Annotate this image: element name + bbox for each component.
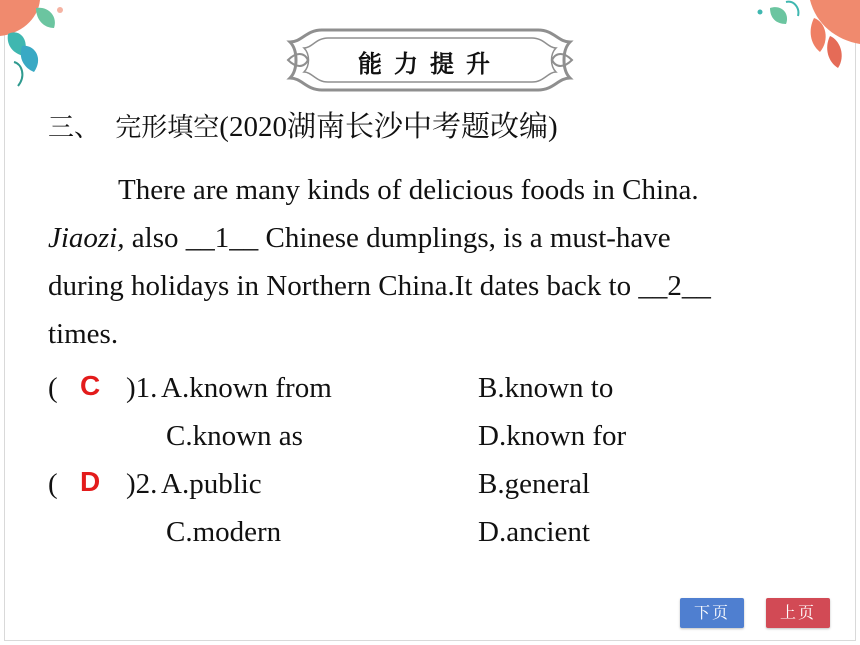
question-1-option-d[interactable]: D.known for	[478, 420, 627, 452]
passage-line: times.	[48, 318, 119, 350]
section-heading	[48, 104, 558, 145]
passage-italic-word: Jiaozi,	[48, 222, 125, 254]
question-2-option-d[interactable]: D.ancient	[478, 516, 590, 548]
question-2-option-b[interactable]: B.general	[478, 468, 590, 500]
question-1-option-a[interactable]: A.known from	[161, 372, 332, 404]
question-1-option-b[interactable]: B.known to	[478, 372, 614, 404]
question-2-paren: (	[48, 468, 58, 500]
question-2-option-a[interactable]: A.public	[161, 468, 262, 500]
next-page-button[interactable]: 下页	[680, 598, 744, 628]
question-1-answer: C	[80, 370, 101, 401]
question-1-paren: (	[48, 372, 58, 404]
question-1-option-c[interactable]: C.known as	[166, 420, 303, 452]
section-source: (2020湖南长沙中考题改编)	[219, 111, 558, 143]
question-2-number: )2.	[126, 468, 158, 500]
passage-line: There are many kinds of delicious foods in China.	[118, 174, 699, 206]
leaf-decoration-right	[730, 0, 860, 75]
reading-passage	[48, 166, 828, 358]
passage-line: during holidays in Northern China.It dates back to __2__	[48, 270, 711, 302]
passage-line	[48, 214, 828, 262]
section-number: 三、	[48, 113, 101, 143]
banner-title: 能力提升	[358, 50, 502, 78]
leaf-decoration-left	[0, 0, 90, 90]
question-2-option-c[interactable]: C.modern	[166, 516, 282, 548]
question-2-answer: D	[80, 466, 101, 497]
section-title: 完形填空	[115, 113, 220, 143]
previous-page-button[interactable]: 上页	[766, 598, 830, 628]
passage-line-text: also __1__ Chinese dumplings, is a must-have	[131, 222, 671, 254]
question-1-number: )1.	[126, 372, 158, 404]
